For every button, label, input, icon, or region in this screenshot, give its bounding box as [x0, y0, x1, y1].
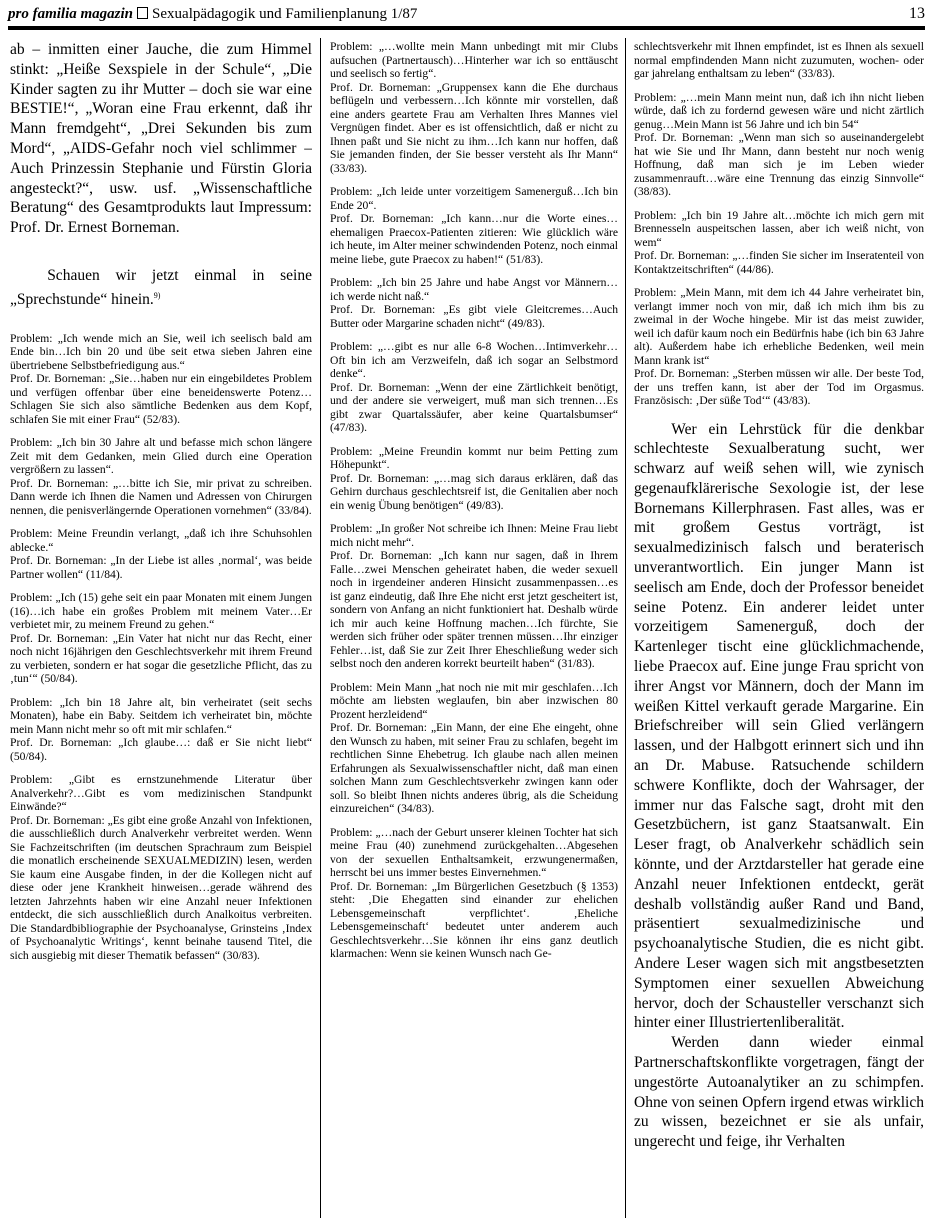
- letter-problem: Problem: „Ich bin 25 Jahre und habe Angst vor Männern…ich werde nicht naß.“: [330, 276, 618, 303]
- letter-problem: Problem: „…wollte mein Mann unbedingt mit mir Clubs aufsuchen (Partnertausch)…Hinterher war ich so enttäuscht und seelisch so fertig“.: [330, 40, 618, 80]
- letter-answer: Prof. Dr. Borneman: „Ein Mann, der eine Ehe eingeht, ohne den Wunsch zu haben, mit seiner Frau zu schlafen, begeht im rechtlichen Sinne Ehebetrug. Ich glaube nach allen meinen Erfahrungen als Sexualwissenschaftler nicht, daß man einen solchen Mann zum Geschlechtsverkehr zwingen kann oder soll. So bleibt Ihnen nichts anderes übrig, als die Scheidung einzureichen“ (34/83).: [330, 721, 618, 815]
- letter-block: [10, 332, 312, 427]
- lead-paragraph: [10, 266, 312, 310]
- column-divider: [625, 38, 626, 1218]
- letter-block: [10, 696, 312, 764]
- letter-problem: Problem: „Ich bin 19 Jahre alt…möchte ich mich gern mit Brennesseln auspeitschen lassen, aber ich weiß nicht, von wem“: [634, 208, 924, 249]
- letter-answer: Prof. Dr. Borneman: „…bitte ich Sie, mir privat zu schreiben. Dann werde ich Ihnen die Namen und Adressen von Chirurgen nennen, die penisverlängernde Operationen vornehmen“ (33/84).: [10, 476, 312, 517]
- letter-block: [10, 591, 312, 686]
- letter-block: [634, 286, 924, 408]
- column-2: [330, 40, 618, 1222]
- letter-answer: Prof. Dr. Borneman: „In der Liebe ist alles ‚normal‘, was beide Partner wollen“ (11/84).: [10, 554, 312, 581]
- letter-answer: Prof. Dr. Borneman: „Im Bürgerlichen Gesetzbuch (§ 1353) steht: ‚Die Ehegatten sind einander zur ehelichen Lebensgemeinschaft verpflichtet‘. ‚Eheliche Lebensgemeinschaft‘ bedeutet unter anderem auch Geschlechtsverkehr…Sie können ihr eins ganz deutlich klarmachen: Wenn sie keinen Wunsch nach Ge-: [330, 879, 618, 960]
- letter-problem: Problem: „In großer Not schreibe ich Ihnen: Meine Frau liebt mich nicht mehr“.: [330, 522, 618, 549]
- letter-problem: Problem: „…gibt es nur alle 6-8 Wochen…Intimverkehr…Oft bin ich am Verzweifeln, daß ich sogar an Selbstmord denke“.: [330, 340, 618, 380]
- letter-problem: Problem: „Ich leide unter vorzeitigem Samenerguß…Ich bin Ende 20“.: [330, 185, 618, 212]
- letter-block: [330, 681, 618, 816]
- letter-answer: Prof. Dr. Borneman: „Ich kann nur sagen, daß in Ihrem Falle…zwei Menschen geheiratet haben, die weder sexuell noch in irgendeiner anderen Hinsicht zusammenpassen…es ist ganz eindeutig, daß Ihre Ehe nicht erst jetzt gescheitert ist, sondern von Anfang an nicht funktioniert hat. Deshalb würde ich mir auch keine Hoffnung machen…Ich fürchte, Sie werden sich früher oder später trennen müssen…Ihr einziger Fehler…ist, daß Sie zur Zeit Ihrer Eheschließung weder sich selbst noch den anderen korrekt beurteilt haben“ (31/83).: [330, 549, 618, 670]
- letter-answer: Prof. Dr. Borneman: „Es gibt viele Gleitcremes…Auch Butter oder Margarine schaden nicht“ (49/83).: [330, 303, 618, 330]
- letter-block: [10, 527, 312, 581]
- letter-answer: Prof. Dr. Borneman: „Ich glaube…: daß er Sie nicht liebt“ (50/84).: [10, 736, 312, 763]
- page-number: 13: [909, 5, 925, 22]
- page-header: [8, 4, 925, 24]
- header-rule: [8, 26, 925, 30]
- letter-problem: Problem: „Ich bin 18 Jahre alt, bin verheiratet (seit sechs Monaten), habe ein Baby. Seitdem ich verheiratet bin, möchte mein Mann nicht mehr so oft mit mir schlafen.“: [10, 695, 312, 736]
- letter-problem: Problem: „…mein Mann meint nun, daß ich ihn nicht lieben würde, daß ich zu fordernd gewesen wäre und nicht zärtlich genug…Mein Mann ist 56 Jahre und ich bin 54“: [634, 90, 924, 131]
- letter-answer: schlechtsverkehr mit Ihnen empfindet, ist es Ihnen als sexuell normal empfindenden Mann nicht zuzumuten, wochen- oder gar jahrelang enthaltsam zu leben“ (33/83).: [634, 40, 924, 80]
- letter-answer: Prof. Dr. Borneman: „Sie…haben nur ein eingebildetes Problem und verfügen offenbar über eine beneidenswerte Potenz…Schlagen Sie sich also sämtliche Bedenken aus dem Kopf, schlafen Sie mit einer Frau“ (52/83).: [10, 372, 312, 426]
- letter-answer: Prof. Dr. Borneman: „Gruppensex kann die Ehe durchaus beflügeln und verbessern…Ich könnte mir vorstellen, daß eine anders geartete Frau am Verhalten Ihres Mannes viel Vergnügen findet. Aber es ist offensichtlich, daß er nicht zu Ihnen paßt und Sie nicht zu ihm…Ich kann nur hoffen, daß Sie jemanden finden, der Sie besser versteht als Ihr Mann“ (33/83).: [330, 80, 618, 175]
- lead-text: Schauen wir jetzt einmal in seine „Sprechstunde“ hinein.: [10, 266, 312, 308]
- letter-answer: Prof. Dr. Borneman: „Wenn man sich so auseinandergelebt hat wie Sie und Ihr Mann, dann besteht nur noch wenig Hoffnung, daß man sich je im Leben wieder zusammenrauft…wäre eine Trennung das einzig Sinnvolle“ (38/83).: [634, 131, 924, 198]
- letter-answer: Prof. Dr. Borneman: „Wenn der eine Zärtlichkeit benötigt, und der andere sie verweigert, muß man sich trennen…Es gibt zwar Quartalssäufer, aber keine Quartalsbumser“ (47/83).: [330, 380, 618, 434]
- letter-problem: Problem: „…nach der Geburt unserer kleinen Tochter hat sich meine Frau (40) zunehmend zurückgehalten…Abgesehen von der sexuellen Enthaltsamkeit, erzwungenermaßen, herrscht bei uns immer bestes Einvernehmen.“: [330, 825, 618, 879]
- letter-answer: Prof. Dr. Borneman: „Sterben müssen wir alle. Der beste Tod, der uns treffen kann, ist aber der Tod im Orgasmus. Französisch: ‚Der süße Tod‘“ (43/83).: [634, 367, 924, 407]
- intro-paragraph: ab – inmitten einer Jauche, die zum Himmel stinkt: „Heiße Sexspiele in der Schule“, „Die Kinder sagten zu ihr Mutter – doch sie war eine BESTIE!“, „Woran eine Frau erkennt, daß ihr Mann fremdgeht“, „Drei Sekunden bis zum Mord“, „AIDS-Gefahr noch viel schlimmer – Auch Prinzessin Stephanie und Fürstin Gloria angesteckt?“, usw. usf. „Wissenschaftliche Beratung“ des Gesamtprodukts laut Impressum: Prof. Dr. Ernest Borneman.: [10, 41, 312, 237]
- magazine-name: pro familia magazin: [8, 6, 134, 22]
- letter-block: [330, 445, 618, 513]
- essay-paragraph: Wer ein Lehrstück für die denkbar schlechteste Sexualberatung sucht, wer schwarz auf weiß sehen will, wie zynisch gegenaufklärerische Sexologie ist, der lese Bornemans Killerphrasen. Fast alles, was er mit großem Gestus vorträgt, ist sexualmedizinisch falsch und beraterisch unverantwortlich. Ein junger Mann ist seelisch am Ende, doch der Professor beneidet seine Potenz. Ein anderer leidet unter vorzeitigem Samenerguß, doch der Kartenleger tischt eine glücklichmachende, liebe Praecox auf. Eine junge Frau spricht von ihrer Angst vor Männern, doch der Mann im weißen Kittel verkauft gerade Margarine. Ein Briefschreiber will sein Glied verlängern lassen, und der Halbgott erinnert sich und ihn an Dr. Mabuse. Ratsuchende schildern schwere Konflikte, doch der Wahrsager, der immer nur das Falsche sagt, droht mit den Gesetzbüchern, ist ganz Staatsanwalt. Ein Leser fragt, ob Analverkehr schädlich sein könnte, und der Arztdarsteller hat gerade eine Anzahl neuer Infektionen entdeckt, gerät deshalb vollständig außer Rand und Band, präsentiert sexualmedizinische und psychoanalytische Studien, die es nicht gibt. Andere Leser wagen sich mit angstbesetzten Symptomen einer sexuellen Abweichung hervor, doch der Schausteller verschanzt sich hinter einer Illustriertenliberalität.: [634, 420, 924, 1032]
- letter-answer: Prof. Dr. Borneman: „Ein Vater hat nicht nur das Recht, einer noch nicht 16jährigen den Geschlechtsverkehr mit ihrem Freund zu verbieten, sondern er hat sogar die gesetzliche Pflicht, das zu ‚tun‘“ (50/84).: [10, 631, 312, 686]
- letter-problem: Problem: „Ich wende mich an Sie, weil ich seelisch bald am Ende bin…Ich bin 20 und übe seit etwa sieben Jahren eine übertriebene Selbstbefriedigung aus.“: [10, 331, 312, 372]
- letter-block: [10, 773, 312, 962]
- column-1: [10, 40, 312, 1222]
- letter-continuation: [634, 40, 924, 81]
- letter-block: [330, 522, 618, 671]
- letter-block: [10, 436, 312, 517]
- letter-problem: Problem: „Gibt es ernstzunehmende Literatur über Analverkehr?…Gibt es vom medizinischen Standpunkt Einwände?“: [10, 773, 312, 814]
- letter-problem: Problem: „Ich bin 30 Jahre alt und befasse mich schon längere Zeit mit dem Gedanken, mein Glied durch eine Operation vergrößern zu lassen“.: [10, 436, 312, 477]
- letter-problem: Problem: Mein Mann „hat noch nie mit mir geschlafen…Ich möchte am liebsten weglaufen, bin aber inzwischen 80 Prozent herzleidend“: [330, 680, 618, 721]
- letter-block: [330, 826, 618, 961]
- letter-answer: Prof. Dr. Borneman: „…finden Sie sicher im Inseratenteil von Kontaktzeitschriften“ (44/86).: [634, 249, 924, 276]
- letter-problem: Problem: „Mein Mann, mit dem ich 44 Jahre verheiratet bin, verlangt immer noch von mir, daß ich mich ihm bis zu zweimal in der Woche hingebe. Mir ist das meist zuwider, weil ich dafür kaum noch ein Bedürfnis habe (ich bin 63 Jahre alt). Außerdem habe ich erhebliche Bedenken, weil mein Mann krank ist“: [634, 286, 924, 367]
- letter-problem: Problem: „Meine Freundin kommt nur beim Petting zum Höhepunkt“.: [330, 444, 618, 471]
- letter-problem: Problem: Meine Freundin verlangt, „daß ich ihre Schuhsohlen ablecke.“: [10, 527, 312, 554]
- letter-block: [330, 185, 618, 266]
- section-title: Sexualpädagogik und Familienplanung 1/87: [152, 6, 418, 22]
- column-3: [634, 40, 924, 1222]
- box-glyph-icon: [137, 7, 148, 19]
- letter-block: [330, 40, 618, 175]
- footnote-marker: 9): [153, 290, 161, 300]
- letter-problem: Problem: „Ich (15) gehe seit ein paar Monaten mit einem Jungen (16)…ich habe ein großes Problem mit meinem Vater…Er verbietet mir, zu meinem Freund zu gehen.“: [10, 591, 312, 632]
- essay-section: [634, 420, 924, 1152]
- letter-answer: Prof. Dr. Borneman: „Es gibt eine große Anzahl von Infektionen, die ausschließlich durch Analverkehr verbreitet werden. Wenn Sie Fachzeitschriften (im deutschen Sprachraum zum Beispiel die monatlich erscheinende SEXUALMEDIZIN) lesen, werden Sie kaum eine Ausgabe finden, in der die Kollegen nicht auf diese oder jene Krankheit hinweisen…gerade während des letzten Jahrzehnts haben wir eine Anzahl neuer Infektionen entdeckt, die sich ausschließlich durch Analkoitus verbreiten. Die Standardbibliographie der Psychoanalyse, Grinsteins ‚Index of Psychoanalytic Writings‘, kennt beinahe tausend Titel, die sich ausgiebig mit dieser Thematik befassen“ (30/83).: [10, 813, 312, 962]
- letter-block: [634, 91, 924, 199]
- running-head: [8, 4, 417, 24]
- letter-block: [634, 209, 924, 277]
- column-divider: [320, 38, 321, 1218]
- letter-block: [330, 340, 618, 435]
- letter-answer: Prof. Dr. Borneman: „…mag sich daraus erklären, daß das Gehirn durchaus geschlechtsreif ist, die Genitalien aber noch ein wenig Übung benötigen“ (49/83).: [330, 471, 618, 512]
- letter-answer: Prof. Dr. Borneman: „Ich kann…nur die Worte eines…ehemaligen Praecox-Patienten zitieren: Wie glücklich wäre ich heute, im Alter meiner schwindenden Potenz, noch einmal meine liebe, gute Praecox zu haben!“ (51/83).: [330, 212, 618, 266]
- essay-paragraph: Werden dann wieder einmal Partnerschaftskonflikte vorgetragen, fängt der ungestörte Autoanalytiker an zu schimpfen. Ohne von seinen Opfern irgend etwas wirklich zu wissen, bezeichnet er sie als unfair, ungerecht und feige, ihr Verhalten: [634, 1034, 924, 1151]
- letter-block: [330, 276, 618, 330]
